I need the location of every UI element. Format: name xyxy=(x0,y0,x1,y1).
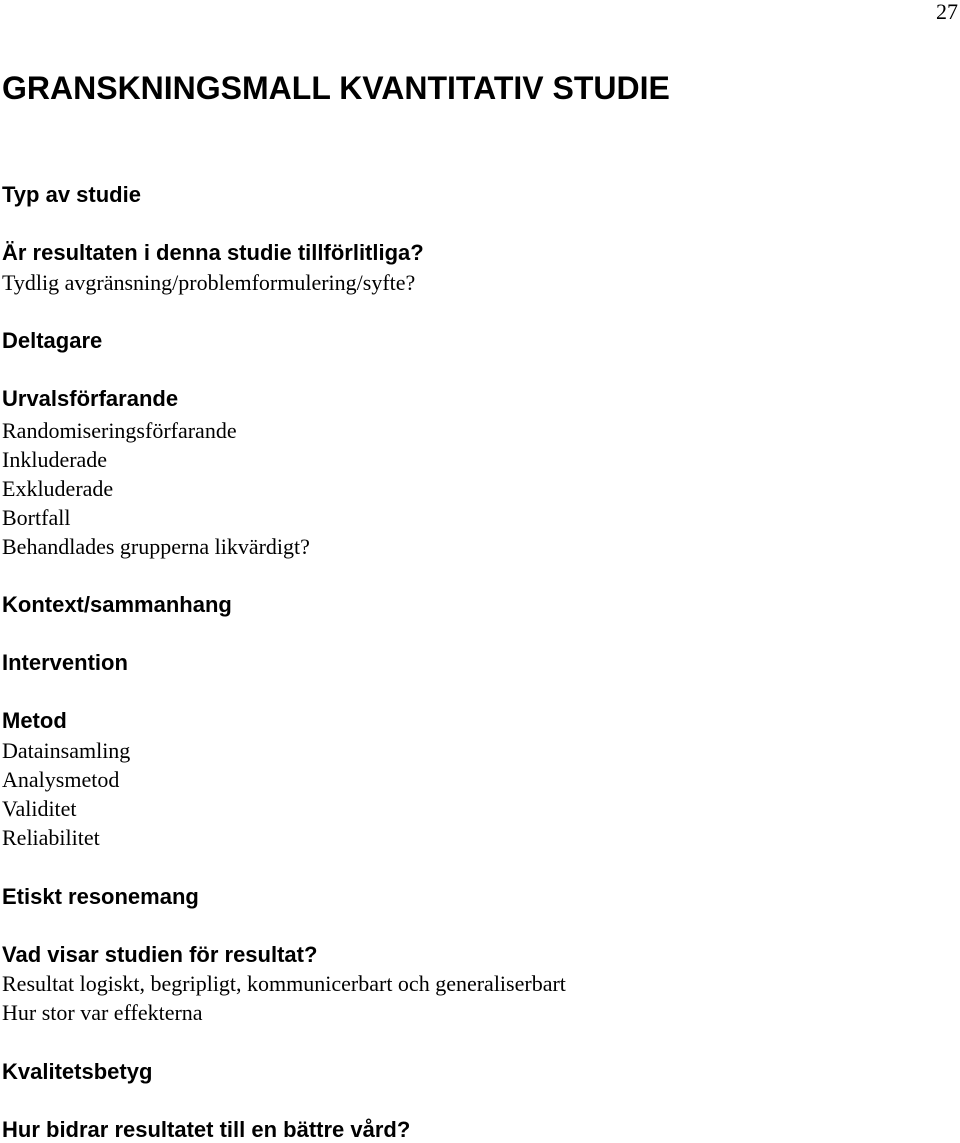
heading-battre-vard: Hur bidrar resultatet till en bättre vård? xyxy=(2,1117,411,1142)
item-inkluderade: Inkluderade xyxy=(2,447,108,472)
page-number: 27 xyxy=(936,0,958,24)
item-bortfall: Bortfall xyxy=(2,505,71,530)
heading-tillforlitliga: Är resultaten i denna studie tillförlitliga? xyxy=(2,240,424,265)
heading-vad-visar: Vad visar studien för resultat? xyxy=(2,942,318,967)
heading-urvalsforfarande: Urvalsförfarande xyxy=(2,386,179,411)
item-validitet: Validitet xyxy=(2,796,77,821)
item-effekterna: Hur stor var effekterna xyxy=(2,1000,203,1025)
heading-kontext: Kontext/sammanhang xyxy=(2,592,232,617)
heading-intervention: Intervention xyxy=(2,650,128,675)
heading-deltagare: Deltagare xyxy=(2,328,103,353)
item-likvardigt: Behandlades grupperna likvärdigt? xyxy=(2,534,310,559)
item-datainsamling: Datainsamling xyxy=(2,738,131,763)
heading-metod: Metod xyxy=(2,708,67,733)
heading-kvalitetsbetyg: Kvalitetsbetyg xyxy=(2,1059,153,1084)
item-analysmetod: Analysmetod xyxy=(2,767,120,792)
item-exkluderade: Exkluderade xyxy=(2,476,114,501)
item-randomisering: Randomiseringsförfarande xyxy=(2,418,237,443)
heading-typ-av-studie: Typ av studie xyxy=(2,182,141,207)
item-reliabilitet: Reliabilitet xyxy=(2,825,100,850)
page-title: GRANSKNINGSMALL KVANTITATIV STUDIE xyxy=(2,70,670,106)
item-avgransning: Tydlig avgränsning/problemformulering/syfte? xyxy=(2,270,416,295)
item-resultat-logiskt: Resultat logiskt, begripligt, kommunicerbart och generaliserbart xyxy=(2,971,566,996)
heading-etiskt: Etiskt resonemang xyxy=(2,884,199,909)
